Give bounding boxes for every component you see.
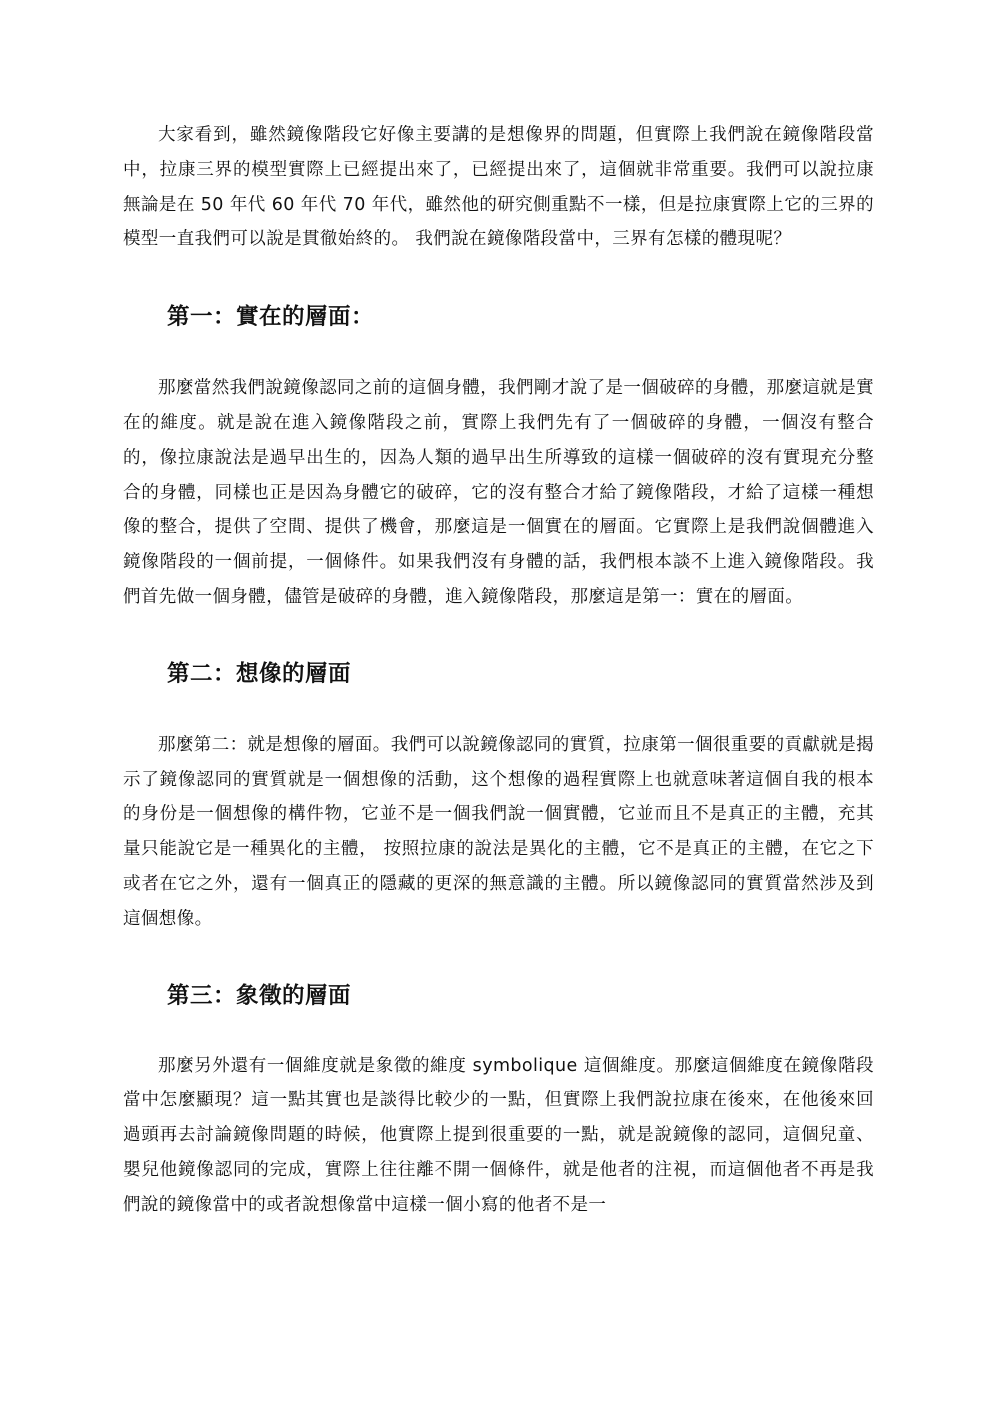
paragraph-symbolic-level: 那麼另外還有一個維度就是象徵的維度 symbolique 這個維度。那麼這個維度在鏡像階段當中怎麼顯現？這一點其實也是談得比較少的一點，但實際上我們說拉康在後來，在他後來回過頭再去討論鏡像問題的時候，他實際上提到很重要的一點，就是說鏡像的認同，這個兒童、嬰兒他鏡像認同的完成，實際上往往離不開一個條件，就是他者的注視，而這個他者不再是我們說的鏡像當中的或者說想像當中這樣一個小寫的他者不是一 — [123, 1055, 874, 1215]
paragraph-intro: 大家看到，雖然鏡像階段它好像主要講的是想像界的問題，但實際上我們說在鏡像階段當中，拉康三界的模型實際上已經提出來了，已經提出來了，這個就非常重要。我們可以說拉康無論是在 50 年代 60 年代 70 年代，雖然他的研究側重點不一樣，但是拉康實際上它的三界的模型一直我們可以說是貫徹始終的。 我們說在鏡像階段當中，三界有怎樣的體現呢？ — [123, 125, 874, 250]
document-page — [123, 118, 874, 1223]
paragraph-real-level: 那麼當然我們說鏡像認同之前的這個身體，我們剛才說了是一個破碎的身體，那麼這就是實在的維度。就是說在進入鏡像階段之前，實際上我們先有了一個破碎的身體，一個沒有整合的，像拉康說法是過早出生的，因為人類的過早出生所導致的這樣一個破碎的沒有實現充分整合的身體，同樣也正是因為身體它的破碎，它的沒有整合才給了鏡像階段，才給了這樣一種想像的整合，提供了空間、提供了機會，那麼這是一個實在的層面。它實際上是我們說個體進入鏡像階段的一個前提，一個條件。如果我們沒有身體的話，我們根本談不上進入鏡像階段。我們首先做一個身體，儘管是破碎的身體，進入鏡像階段，那麼這是第一：實在的層面。 — [123, 378, 874, 607]
paragraph-imaginary-level: 那麼第二：就是想像的層面。我們可以說鏡像認同的實質，拉康第一個很重要的貢獻就是揭示了鏡像認同的實質就是一個想像的活動，这个想像的過程實際上也就意味著這個自我的根本的身份是一個想像的構件物，它並不是一個我們說一個實體，它並而且不是真正的主體，充其量只能說它是一種異化的主體， 按照拉康的說法是異化的主體，它不是真正的主體，在它之下或者在它之外，還有一個真正的隱藏的更深的無意識的主體。所以鏡像認同的實質當然涉及到這個想像。 — [123, 734, 874, 929]
heading-imaginary-level: 第二：想像的層面 — [167, 660, 352, 687]
heading-symbolic-level: 第三：象徵的層面 — [167, 982, 352, 1009]
heading-real-level: 第一：實在的層面： — [167, 304, 375, 331]
